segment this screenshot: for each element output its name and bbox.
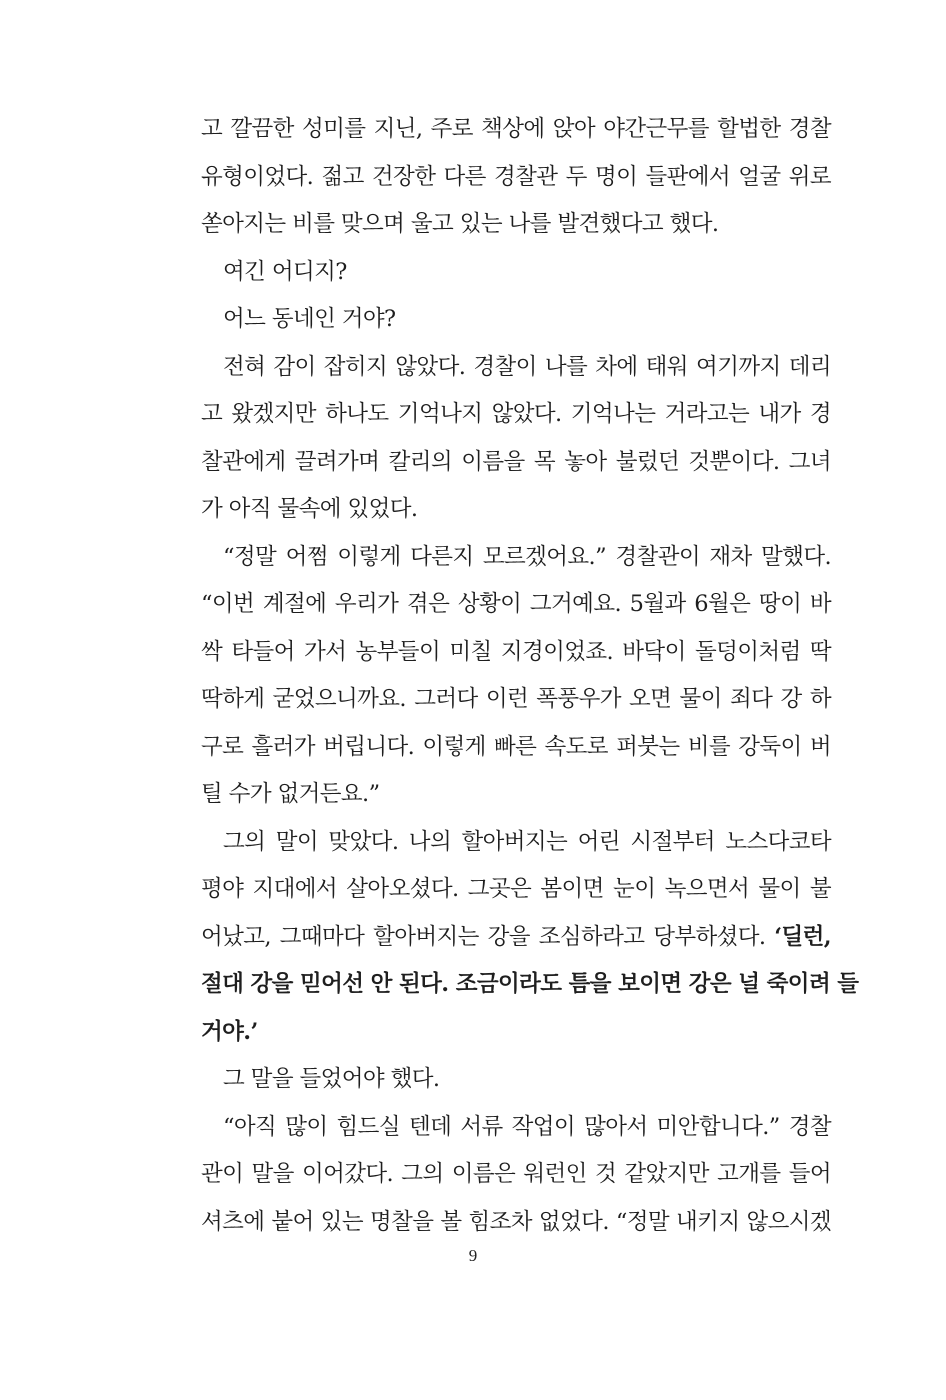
text-line: 여긴 어디지? — [223, 258, 347, 285]
text-line — [201, 1009, 831, 1057]
text-line: 어났고, 그때마다 할아버지는 강을 조심하라고 당부하셨다. ‘딜런, — [201, 923, 831, 950]
text-line: 싹 타들어 가서 농부들이 미칠 지경이었죠. 바닥이 돌덩이처럼 딱 — [201, 638, 831, 665]
text-line: 쏟아지는 비를 맞으며 울고 있는 나를 발견했다고 했다. — [201, 211, 719, 237]
text-line: 그의 말이 맞았다. 나의 할아버지는 어린 시절부터 노스다코타 — [223, 828, 831, 855]
text-line: 딱하게 굳었으니까요. 그러다 이런 폭풍우가 오면 물이 죄다 강 하 — [201, 686, 831, 712]
page-number: 9 — [468, 1246, 478, 1265]
bold-quote: 거야.’ — [201, 1018, 258, 1045]
text-line: 전혀 감이 잡히지 않았다. 경찰이 나를 차에 태워 여기까지 데리 — [223, 353, 831, 380]
text-line: 관이 말을 이어갔다. 그의 이름은 워런인 것 같았지만 고개를 들어 — [201, 1161, 831, 1187]
text-line: 가 아직 물속에 있었다. — [201, 496, 418, 522]
text-line: 평야 지대에서 살아오셨다. 그곳은 봄이면 눈이 녹으면서 물이 불 — [201, 876, 831, 902]
bold-quote: ‘딜런, — [774, 923, 831, 950]
text-line: 틸 수가 없거든요.” — [201, 781, 380, 807]
text-line: “아직 많이 힘드실 텐데 서류 작업이 많아서 미안합니다.” 경찰 — [223, 1113, 831, 1140]
text-line — [201, 961, 859, 1009]
text-line: 셔츠에 붙어 있는 명찰을 볼 힘조차 없었다. “정말 내키지 않으시겠 — [201, 1208, 831, 1235]
body-text — [201, 106, 859, 1246]
text-line: “정말 어쩜 이렇게 다른지 모르겠어요.” 경찰관이 재차 말했다. — [223, 543, 831, 570]
text-line: 유형이었다. 젊고 건장한 다른 경찰관 두 명이 들판에서 얼굴 위로 — [201, 163, 831, 190]
text-line: 어느 동네인 거야? — [223, 306, 396, 332]
text-line: 찰관에게 끌려가며 칼리의 이름을 목 놓아 불렀던 것뿐이다. 그녀 — [201, 448, 831, 475]
text-line: 고 왔겠지만 하나도 기억나지 않았다. 기억나는 거라고는 내가 경 — [201, 401, 831, 427]
text-line: “이번 계절에 우리가 겪은 상황이 그거예요. 5월과 6월은 땅이 바 — [201, 591, 831, 617]
bold-quote: 절대 강을 믿어선 안 된다. 조금이라도 틈을 보이면 강은 널 죽이려 들 — [201, 971, 859, 997]
text-line: 고 깔끔한 성미를 지닌, 주로 책상에 앉아 야간근무를 할법한 경찰 — [201, 116, 831, 142]
text-line: 그 말을 들었어야 했다. — [223, 1066, 440, 1092]
text-line: 구로 흘러가 버립니다. 이렇게 빠른 속도로 퍼붓는 비를 강둑이 버 — [201, 733, 831, 760]
